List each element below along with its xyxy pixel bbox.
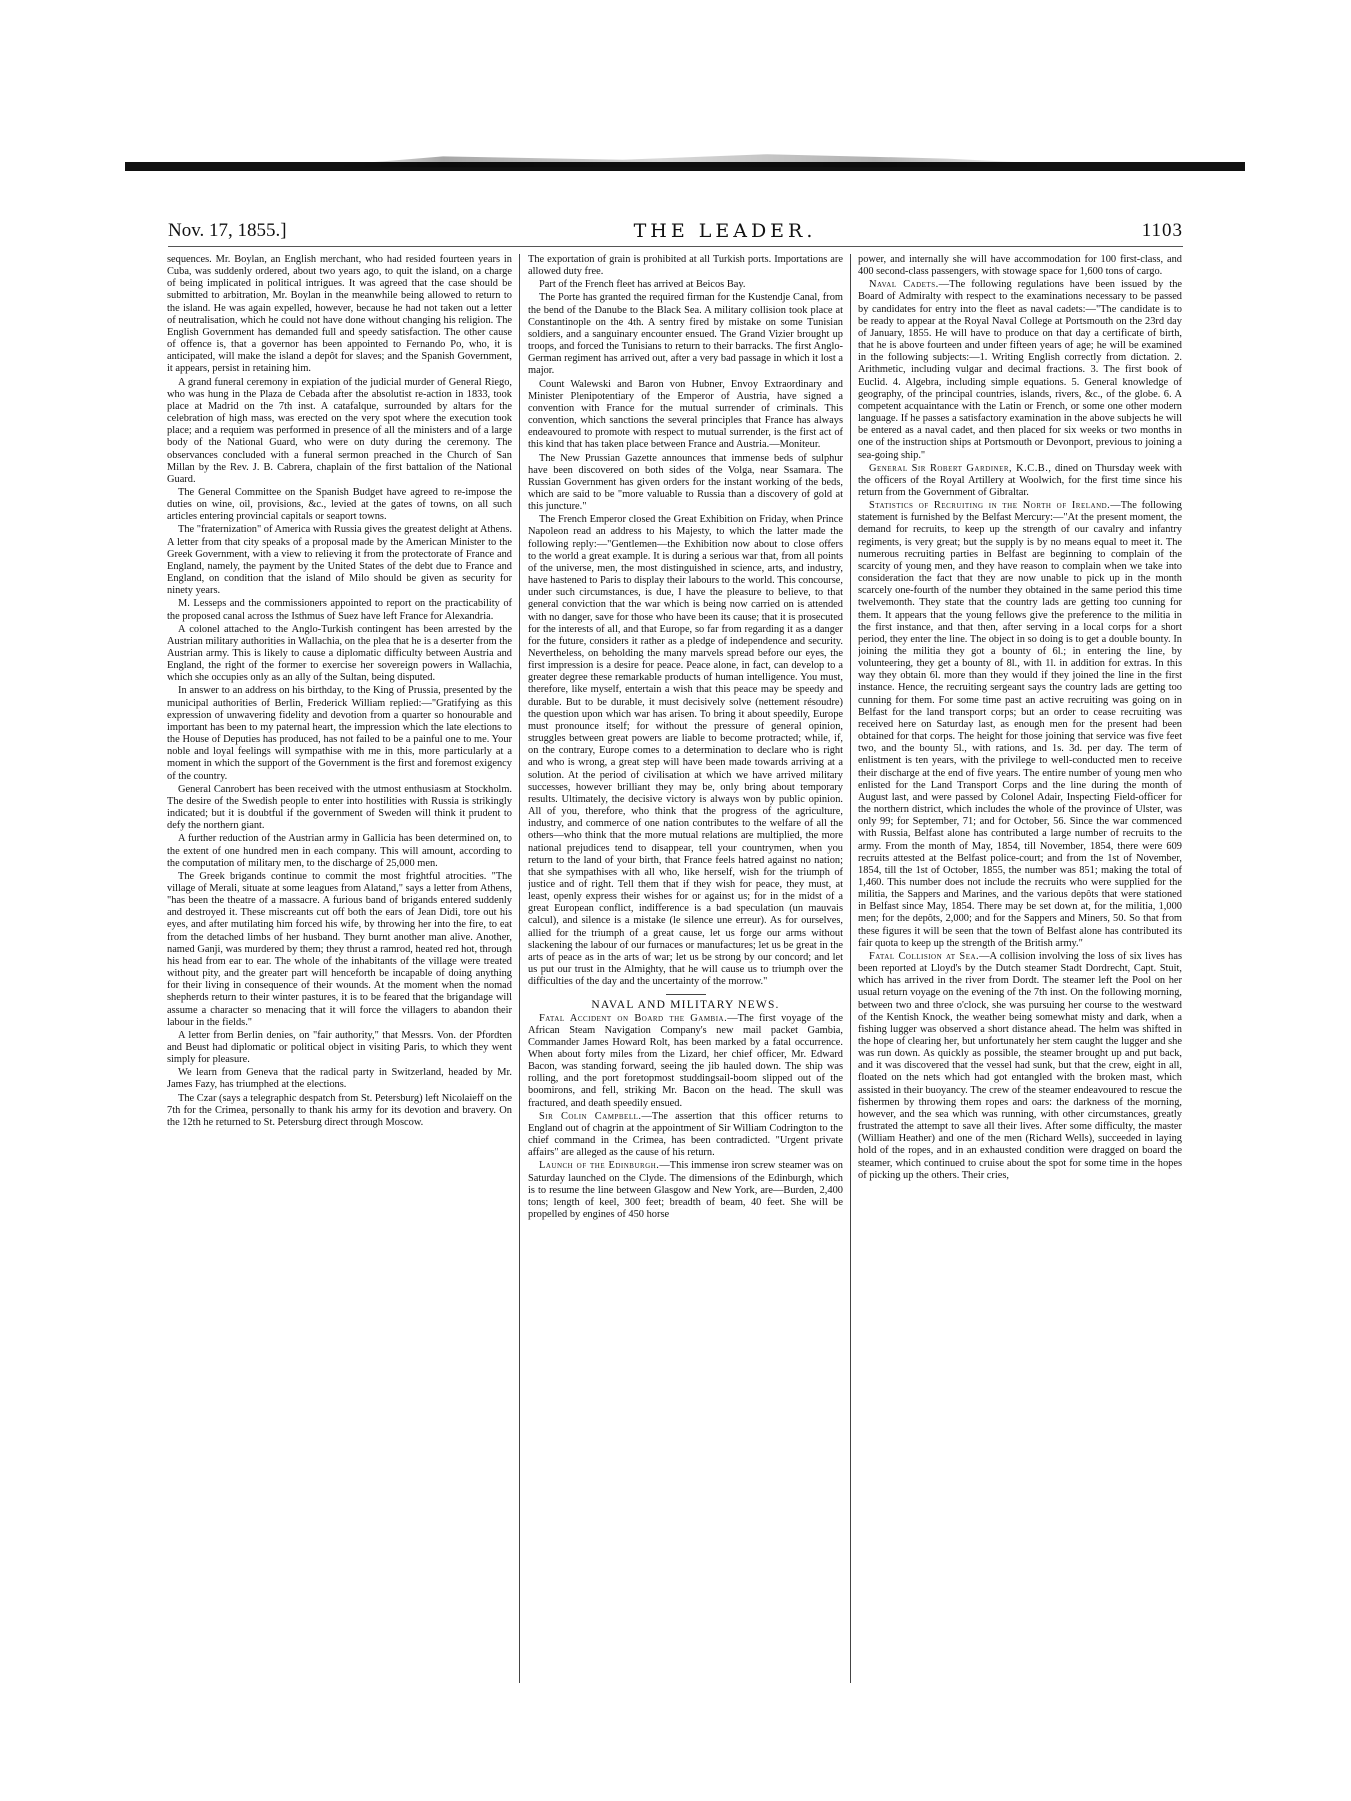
article-paragraph: A colonel attached to the Anglo-Turkish contingent has been arrested by the Austrian military authorities in Wallachia, on the plea that he is a deserter from the Austrian army. This is likely to cause a diplomatic difficulty between Austria and England, the right of the former to exercise her sovereign powers in Wallachia, which she occupies only as an ally of the Sultan, being disputed. xyxy=(167,623,512,684)
column-middle xyxy=(528,254,843,1683)
paragraph-body: —The following regulations have been issued by the Board of Admiralty with respect to the examinations necessary to be passed by candidates for entry into the fleet as naval cadets:—"The candidate is to be ready to appear at the Royal Naval College at Portsmouth on the 23rd day of January, 1855. He will have to produce on that day a certificate of birth, that he is above fourteen and under fifteen years of age; he will be examined in the following subjects:—1. Writing English correctly from dictation. 2. Arithmetic, including vulgar and decimal fractions. 3. The first book of Euclid. 4. Algebra, including simple equations. 5. General knowledge of geography, of the principal countries, islands, rivers, &c., of the globe. 6. A competent acquaintance with the Latin or French, or some one other modern language. If he passes a satisfactory examination in the above subjects he will be entered as a naval cadet, and then placed for six weeks or two months in one of the instruction ships at Portsmouth or Devonport, previous to joining a sea-going ship." xyxy=(858,279,1182,461)
column-left xyxy=(167,254,512,1683)
section-separator xyxy=(666,994,706,995)
article-paragraph xyxy=(858,500,1182,950)
paragraph-lead: Statistics of Recruiting in the North of Ireland. xyxy=(869,500,1111,512)
article-paragraph: The New Prussian Gazette announces that immense beds of sulphur have been discovered on both sides of the Volga, near Ssamara. The Russian Government has given orders for the instant working of the beds, which are said to be "more valuable to Russia than a discovery of gold at this juncture." xyxy=(528,452,843,513)
article-paragraph: Part of the French fleet has arrived at Beicos Bay. xyxy=(539,279,746,291)
article-paragraph: A letter from Berlin denies, on "fair authority," that Messrs. Von. der Pfordten and Beust had diplomatic or political object in visiting Paris, to which they went simply for pleasure. xyxy=(167,1029,512,1066)
article-paragraph: The Porte has granted the required firman for the Kustendje Canal, from the bend of the Danube to the Black Sea. A military collision took place at Constantinople on the 4th. A sentry fired by mistake on some Tunisian soldiers, and a sanguinary encounter ensued. The Grand Vizier brought up troops, and forced the Tunisians to return to their barracks. The first Anglo-German regiment has arrived out, after a very bad passage in which it lost a major. xyxy=(528,292,843,377)
article-paragraph: A grand funeral ceremony in expiation of the judicial murder of General Riego, who was hung in the Plaza de Cebada after the absolutist re-action in 1833, took place at Madrid on the 7th inst. A catafalque, surrounded by altars for the celebration of high mass, was erected on the very spot where the execution took place; and a requiem was performed in presence of all the ministers and of a large body of the National Guard, who were on duty during the ceremony. The observances concluded with a funeral sermon preached in the Church of San Millan by the Rev. J. B. Cabrera, chaplain of the first battalion of the National Guard. xyxy=(167,376,512,485)
column-divider xyxy=(519,254,520,1683)
article-paragraph: The exportation of grain is prohibited at all Turkish ports. Importations are allowed duty free. xyxy=(528,254,843,278)
article-paragraph: M. Lesseps and the commissioners appointed to report on the practicability of the proposed canal across the Isthmus of Suez have left France for Alexandria. xyxy=(167,598,512,622)
paragraph-body: —The assertion that this officer returns to England out of chagrin at the appointment of Sir William Codrington to the chief command in the Crimea, has been contradicted. "Urgent private affairs" are alleged as the cause of his return. xyxy=(528,1110,843,1159)
paragraph-body: —A collision involving the loss of six lives has been reported at Lloyd's by the Dutch steamer Stadt Dordrecht, Capt. Stuit, which has arrived in the river from Dordt. The steamer left the Pool on her usual return voyage on the evening of the 7th inst. On the following morning, between two and three o'clock, she was pursuing her course to the westward of the Kentish Knock, the weather being somewhat misty and dark, when a fishing lugger was observed a short distance ahead. The helm was shifted in the hope of clearing her, but unfortunately her stem caught the lugger and she was run down. As quickly as possible, the steamer brought up and put back, and it was discovered that the vessel had sunk, but that the crew, eight in all, floated on the nets which had got entangled with the broken mast, which assisted in their buoyancy. The crew of the steamer endeavoured to rescue the fishermen by throwing them ropes and oars: the darkness of the morning, however, and the sea which was running, with other circumstances, greatly frustrated the attempt to save all their lives. After some difficulty, the master (William Heather) and one of the men (Richard Wells), succeeded in laying hold of the ropes, and in an exhausted condition were dragged on board the steamer, which continued to cruise about the spot for some time in the hopes of picking up the others. Their cries, xyxy=(858,950,1182,1181)
newspaper-title: THE LEADER. xyxy=(633,220,817,242)
page-number: 1103 xyxy=(1141,220,1183,241)
article-paragraph xyxy=(858,254,1182,278)
article-paragraph: The "fraternization" of America with Russia gives the greatest delight at Athens. A letter from that city speaks of a proposal made by the American Minister to the Greek Government, with a view to relieving it from the protectorate of France and England, namely, the payment by the United States of the debt due to France and England, on condition that the island of Milo should be given as security for ninety years. xyxy=(167,524,512,597)
article-paragraph: sequences. Mr. Boylan, an English merchant, who had resided fourteen years in Cuba, was suddenly ordered, about two years ago, to quit the island, on a charge of being implicated in political intrigues. It was agreed that the case should be submitted to arbitration, Mr. Boylan in the meanwhile being allowed to return to the island. He was again expelled, however, because he had not taken out a letter of neutralisation, which he could not have done without changing his religion. The English Government has demanded full and speedy satisfaction. The other cause of offence is, that a governor has been appointed to Fernando Po, who, it is anticipated, will make the island a depôt for slaves; and the Spanish Government, it appears, persist in retaining him. xyxy=(167,254,512,375)
article-paragraph xyxy=(528,1013,843,1110)
article-paragraph: The General Committee on the Spanish Budget have agreed to re-impose the duties on wine, oil, provisions, &c., levied at the gates of towns, on all such articles entering provincial capitals or seaport towns. xyxy=(167,486,512,523)
article-paragraph: General Canrobert has been received with the utmost enthusiasm at Stockholm. The desire of the Swedish people to enter into hostilities with Russia is strikingly indicated; but it is doubtful if the government of Sweden will think it prudent to defy the northern giant. xyxy=(167,783,512,832)
paragraph-lead: Fatal Collision at Sea. xyxy=(869,950,980,962)
paragraph-lead: Naval Cadets. xyxy=(869,279,939,291)
column-divider xyxy=(850,254,851,1683)
paragraph-body: power, and internally she will have accommodation for 100 first-class, and 400 second-class passengers, with stowage space for 1,600 tons of cargo. xyxy=(858,254,1182,278)
article-paragraph: A further reduction of the Austrian army in Gallicia has been determined on, to the extent of one hundred men in each company. This will amount, according to the computation of military men, to the discharge of 25,000 men. xyxy=(167,833,512,869)
paragraph-body: —The following statement is furnished by the Belfast Mercury:—"At the present moment, the demand for recruits, to keep up the strength of our cavalry and infantry regiments, is very great; but the supply is by no means equal to meet it. The numerous recruiting parties in Belfast are beginning to complain of the scarcity of young men, and they have reason to complain when we take into consideration the fact that they are now unable to pick up in the month scarcely one-fourth of the number they obtained in the same period this time twelvemonth. They state that the country lads are getting too cunning for them. It appears that the young fellows give the preference to the militia in the first instance, and that then, after serving in a local corps for a short period, they enter the line. The object in so doing is to get a double bounty. In joining the militia they got a bounty of 6l.; in entering the line, by volunteering, they get a bounty of 8l., with 1l. in addition for extras. In this way they obtain 6l. more than they would if they joined the line in the first instance. Hence, the recruiting sergeant says the country lads are getting too cunning for them. For some time past an active recruiting was going on in Belfast for the land transport corps; but an order to cease recruiting was received here on Saturday last, as enough men for the present had been obtained for that corps. The height for those joining that service was five feet two, and the bounty 5l., with rations, and 1s. 3d. per day. The term of enlistment is ten years, with the privilege to well-conducted men to receive their discharge at the end of five years. The entire number of young men who enlisted for the Land Transport Corps and the line during the month of August last, and were passed by Colonel Adair, Inspecting Field-officer for the northern district, which includes the whole of the province of Ulster, was only 99; for September, 71; and for October, 56. Since the war commenced with Russia, Belfast alone has contributed a large number of recruits to the army. From the month of May, 1854, till November, 1854, there were 609 recruits attested at the Belfast police-court; and from the 1st of November, 1854, till the 1st of October, 1855, the number was 851; making the total of 1,460. This number does not include the recruits who were supplied for the militia, the Sappers and Marines, and the various depôts that were stationed in Belfast since May, 1854. There may be set down at, for the militia, 1,000 men; for the depôts, 2,000; and for the Sappers and Miners, 50. So that from these figures it will be seen that the town of Belfast alone has contributed its fair quota to keep up the strength of the British army." xyxy=(858,500,1182,949)
paragraph-lead: Sir Colin Campbell. xyxy=(539,1110,642,1122)
article-paragraph xyxy=(858,951,1182,1182)
header-rule xyxy=(168,246,1183,247)
paragraph-body: —The first voyage of the African Steam Navigation Company's new mail packet Gambia, Commander James Howard Rolt, has been marked by a fatal occurrence. When about forty miles from the Lizard, her chief officer, Mr. Edward Bacon, was standing forward, seeing the jib hauled down. The ship was rolling, and the port foretopmost studdingsail-boom slipped out of the boomirons, and fell, striking Mr. Bacon on the head. The skull was fractured, and death speedily ensued. xyxy=(528,1012,843,1109)
column-right xyxy=(858,254,1182,1683)
article-paragraph xyxy=(528,1111,843,1160)
article-paragraph xyxy=(528,1160,843,1221)
paragraph-lead: Fatal Accident on Board the Gambia. xyxy=(539,1012,728,1024)
article-paragraph: In answer to an address on his birthday, to the King of Prussia, presented by the municipal authorities of Berlin, Frederick William replied:—"Gratifying as this expression of unwavering fidelity and devotion from a quarter so honourable and important has been to my paternal heart, the impression which the late elections to the House of Deputies has produced, has not failed to be a painful one to me. Your noble and loyal feelings will sympathise with me in this, more particularly at a moment in which the support of the Government is the first and foremost exigency of the country. xyxy=(167,685,512,782)
article-paragraph: The French Emperor closed the Great Exhibition on Friday, when Prince Napoleon read an address to his Majesty, to which the latter made the following reply:—"Gentlemen—the Exhibition now about to close offers to the world a great example. It is during a serious war that, from all points of the universe, men, the most distinguished in science, arts, and industry, have hastened to Paris to display their labours to the world. This concourse, under such circumstances, is due, I have the pleasure to believe, to that general conviction that the war which is being now carried on is attended with no danger, save for those who have been its cause; that it is prosecuted for the interests of all, and that Europe, so far from regarding it as a danger for the future, considers it rather as a pledge of independence and security. Nevertheless, on beholding the many marvels spread before our eyes, the first impression is a desire for peace. Peace alone, in fact, can develop to a greater degree these remarkable products of human intelligence. You must, therefore, like myself, entertain a wish that this peace may be speedy and durable. But to be durable, it must decisively solve (nettement résoudre) the question upon which war has arisen. To bring it about speedily, Europe must pronounce itself; for without the pressure of general opinion, struggles between great powers are liable to become protracted; while, if, on the contrary, Europe comes to a determination to declare who is right and who is wrong, a great step will have been made towards arriving at a solution. At the period of civilisation at which we have arrived military successes, however brilliant they may be, only bring about temporary results. Ultimately, the decisive victory is always won by public opinion. All of you, therefore, who think that the progress of the agriculture, industry, and commerce of one nation contributes to the welfare of all the others—who think that the more mutual relations are multiplied, the more national prejudices tend to disappear, tell your countrymen, when you return to the land of your birth, that France feels hatred against no nation; that she sympathises with all who, like herself, wish for the triumph of justice and of right. Tell them that if they wish for peace, they must, at least, openly express their wishes for or against us; for in the midst of a great European conflict, indifference is a bad speculation (un mauvais calcul), and silence is a mistake (le silence une erreur). As for ourselves, allied for the triumph of a great cause, let us forge our arms without slackening the labour of our furnaces or manufactures; let us be great in the arts of peace as in the arts of war; let us be strong by our concord; and let us put our trust in the Almighty, that he will cause us to triumph over the difficulties of the day and the uncertainty of the morrow." xyxy=(528,514,843,988)
article-paragraph: Count Walewski and Baron von Hubner, Envoy Extraordinary and Minister Plenipotentiary of the Emperor of Austria, have signed a convention with France for the mutual surrender of criminals. This convention, which sanctions the several principles that France has always endeavoured to promote with respect to mutual surrender, is the first act of this kind that has taken place between France and Austria.—Moniteur. xyxy=(528,378,843,451)
paragraph-lead: Launch of the Edinburgh. xyxy=(539,1160,660,1172)
article-paragraph: We learn from Geneva that the radical party in Switzerland, headed by Mr. James Fazy, has triumphed at the elections. xyxy=(167,1067,512,1091)
issue-date: Nov. 17, 1855.] xyxy=(168,220,287,241)
article-paragraph xyxy=(858,279,1182,461)
paragraph-lead: General Sir Robert Gardiner, K.C.B., xyxy=(869,462,1052,474)
article-paragraph: The Greek brigands continue to commit the most frightful atrocities. "The village of Merali, situate at some leagues from Alatand," says a letter from Athens, "has been the theatre of a massacre. A furious band of brigands entered suddenly and destroyed it. These miscreants cut off both the ears of Jean Didi, tore out his eyes, and after mutilating him forced his wife, by throwing her into the fire, to eat from the detached limbs of her husband. They burnt another man alive. Another, named Ganji, was murdered by them; they thrust a ramrod, heated red hot, through his head from ear to ear. The whole of the inhabitants of the village were treated without pity, and the greater part will henceforth be incapable of doing anything for their living in consequence of their wounds. At the moment when the nomad shepherds return to their winter pastures, it is to be feared that the brigandage will assume a character so menacing that it will force the villagers to abandon their labour in the fields." xyxy=(167,870,512,1028)
paragraph-body: —This immense iron screw steamer was on Saturday launched on the Clyde. The dimensions of the Edinburgh, which is to resume the line between Glasgow and New York, are—Burden, 2,400 tons; length of keel, 300 feet; breadth of beam, 40 feet. She will be propelled by engines of 450 horse xyxy=(528,1160,843,1221)
article-paragraph: The Czar (says a telegraphic despatch from St. Petersburg) left Nicolaieff on the 7th for the Crimea, personally to thank his army for its devotion and bravery. On the 12th he returned to St. Petersburg direct through Moscow. xyxy=(167,1092,512,1128)
paragraph-body: dined on Thursday week with the officers of the Royal Artillery at Woolwich, for the first time since his return from the Government of Gibraltar. xyxy=(858,462,1182,498)
section-heading: NAVAL AND MILITARY NEWS. xyxy=(591,999,780,1012)
article-paragraph xyxy=(858,463,1182,499)
